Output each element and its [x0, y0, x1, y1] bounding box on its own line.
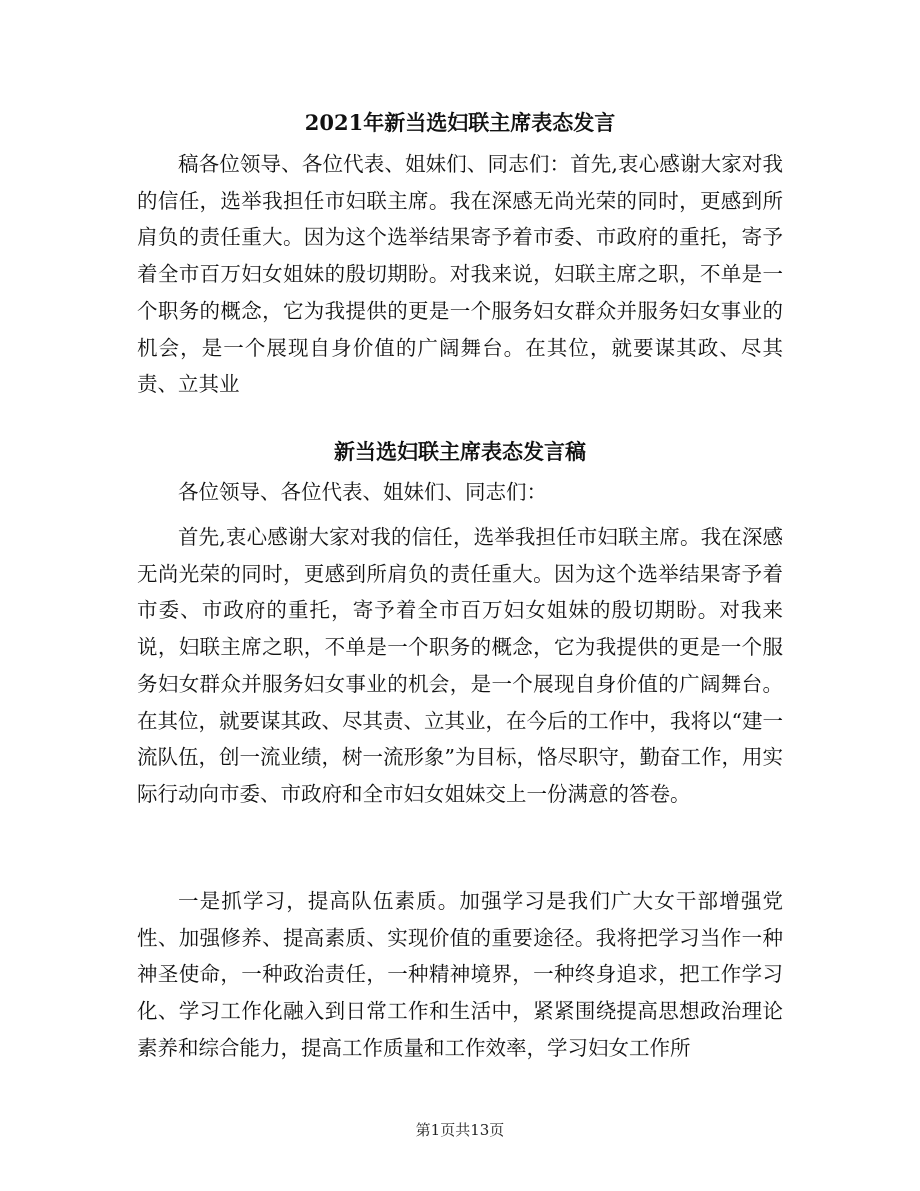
document-title: 2021年新当选妇联主席表态发言 — [304, 110, 616, 135]
page-number-footer: 第1页共13页 — [415, 1121, 505, 1139]
intro-paragraph: 稿各位领导、各位代表、姐妹们、同志们：首先,衷心感谢大家对我的信任，选举我担任市妇联主席。我在深感无尚光荣的同时，更感到所肩负的责任重大。因为这个选举结果寄予着市委、市政府的重托，寄予着全市百万妇女姐妹的殷切期盼。对我来说，妇联主席之职，不单是一个职务的概念，它为我提供的更是一个服务妇女群众并服务妇女事业的机会，是一个展现自身价值的广阔舞台。在其位，就要谋其政、尽其责、立其业 — [137, 152, 783, 397]
section-subtitle: 新当选妇联主席表态发言稿 — [334, 439, 586, 464]
body-paragraph: 首先,衷心感谢大家对我的信任，选举我担任市妇联主席。我在深感无尚光荣的同时，更感到所肩负的责任重大。因为这个选举结果寄予着市委、市政府的重托，寄予着全市百万妇女姐妹的殷切期盼。对我来说，妇联主席之职，不单是一个职务的概念，它为我提供的更是一个服务妇女群众并服务妇女事业的机会，是一个展现自身价值的广阔舞台。在其位，就要谋其政、尽其责、立其业，在今后的工作中，我将以“建一流队伍，创一流业绩，树一流形象”为目标，恪尽职守，勤奋工作，用实际行动向市委、市政府和全市妇女姐妹交上一份满意的答卷。 — [137, 525, 783, 806]
greeting-line: 各位领导、各位代表、姐妹们、同志们： — [178, 480, 547, 504]
body-paragraph: 一是抓学习，提高队伍素质。加强学习是我们广大女干部增强党性、加强修养、提高素质、实现价值的重要途径。我将把学习当作一种神圣使命，一种政治责任，一种精神境界，一种终身追求，把工作学习化、学习工作化融入到日常工作和生活中，紧紧围绕提高思想政治理论素养和综合能力，提高工作质量和工作效率，学习妇女工作所 — [137, 889, 783, 1060]
